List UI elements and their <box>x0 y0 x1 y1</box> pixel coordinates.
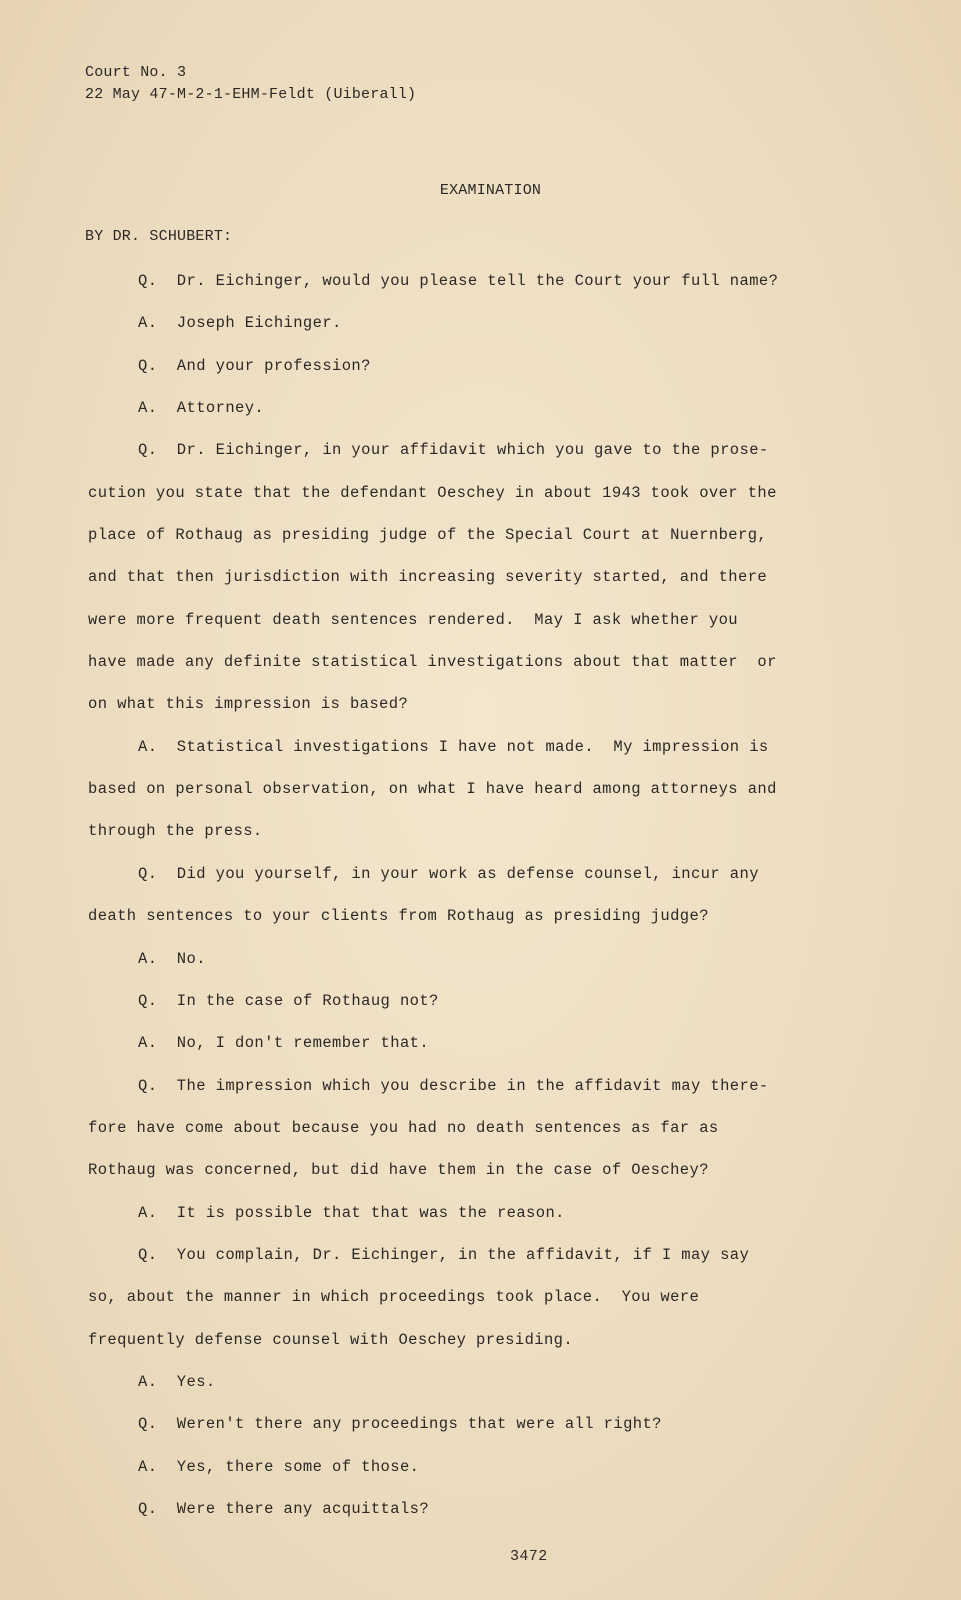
transcript-line: Q. And your profession? <box>138 357 371 375</box>
transcript-line: A. No. <box>138 950 206 968</box>
transcript-line: through the press. <box>88 822 263 840</box>
header-session: 22 May 47-M-2-1-EHM-Feldt (Uiberall) <box>85 86 417 103</box>
transcript-line: and that then jurisdiction with increasing severity started, and there <box>88 568 768 586</box>
transcript-line: A. It is possible that that was the reason. <box>138 1204 565 1222</box>
transcript-line: Q. In the case of Rothaug not? <box>138 992 439 1010</box>
transcript-line: have made any definite statistical investigations about that matter or <box>88 653 777 671</box>
transcript-line: Q. Dr. Eichinger, would you please tell the Court your full name? <box>138 272 779 290</box>
transcript-line: on what this impression is based? <box>88 695 409 713</box>
transcript-line: A. No, I don't remember that. <box>138 1034 430 1052</box>
transcript-line: cution you state that the defendant Oeschey in about 1943 took over the <box>88 484 777 502</box>
transcript-line: fore have come about because you had no death sentences as far as <box>88 1119 719 1137</box>
transcript-line: Q. Did you yourself, in your work as defense counsel, incur any <box>138 865 759 883</box>
transcript-line: A. Attorney. <box>138 399 265 417</box>
transcript-line: death sentences to your clients from Rothaug as presiding judge? <box>88 907 709 925</box>
transcript-line: Q. The impression which you describe in the affidavit may there- <box>138 1077 769 1095</box>
transcript-line: A. Statistical investigations I have not made. My impression is <box>138 738 769 756</box>
transcript-line: Q. Were there any acquittals? <box>138 1500 430 1518</box>
header-court: Court No. 3 <box>85 64 187 81</box>
transcript-line: A. Yes, there some of those. <box>138 1458 420 1476</box>
transcript-line: frequently defense counsel with Oeschey presiding. <box>88 1331 574 1349</box>
transcript-line: A. Joseph Eichinger. <box>138 314 342 332</box>
examiner-line: BY DR. SCHUBERT: <box>85 228 233 245</box>
transcript-line: A. Yes. <box>138 1373 216 1391</box>
transcript-line: were more frequent death sentences rendered. May I ask whether you <box>88 611 739 629</box>
transcript-line: Q. Dr. Eichinger, in your affidavit which you gave to the prose- <box>138 441 769 459</box>
transcript-line: so, about the manner in which proceedings took place. You were <box>88 1288 700 1306</box>
transcript-line: place of Rothaug as presiding judge of the Special Court at Nuernberg, <box>88 526 768 544</box>
transcript-line: Rothaug was concerned, but did have them in the case of Oeschey? <box>88 1161 709 1179</box>
transcript-line: based on personal observation, on what I have heard among attorneys and <box>88 780 777 798</box>
page-number: 3472 <box>510 1548 548 1565</box>
section-title: EXAMINATION <box>439 182 542 199</box>
transcript-line: Q. You complain, Dr. Eichinger, in the affidavit, if I may say <box>138 1246 750 1264</box>
transcript-line: Q. Weren't there any proceedings that were all right? <box>138 1415 662 1433</box>
